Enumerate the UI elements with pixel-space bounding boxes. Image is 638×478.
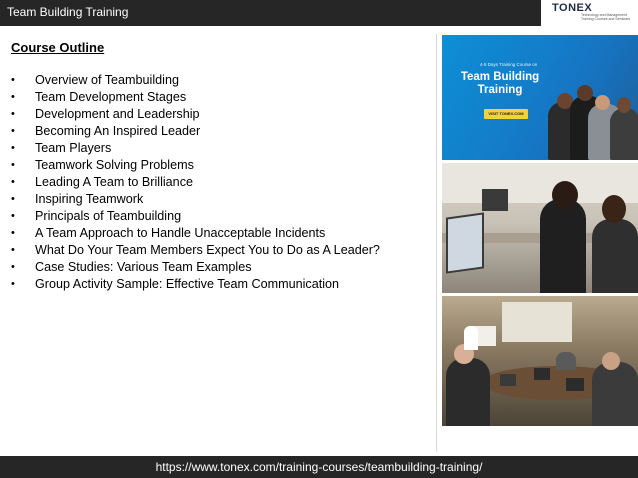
person-figure [464,326,478,350]
outline-item [11,208,431,225]
bullet-icon: • [11,108,15,120]
person-figure [592,362,638,426]
bullet-icon: • [11,278,15,290]
monitor [446,212,484,273]
person-figure [610,108,638,160]
banner-cta-button: VISIT TONEX.COM [484,109,528,119]
person-figure [592,219,638,293]
outline-item-text: Leading A Team to Brilliance [35,175,193,189]
outline-item-text: Team Development Stages [35,90,187,104]
outline-item-text: Team Players [35,141,112,155]
section-heading: Course Outline [11,40,105,55]
person-figure [540,199,586,293]
outline-item [11,191,431,208]
outline-item-text: Development and Leadership [35,107,200,121]
bullet-icon: • [11,159,15,171]
tonex-logo[interactable] [541,0,638,26]
outline-item-text: Overview of Teambuilding [35,73,179,87]
header-bar [0,0,638,26]
outline-item [11,276,431,293]
outline-item [11,106,431,123]
person-head [577,85,593,101]
bullet-icon: • [11,125,15,137]
outline-item [11,174,431,191]
header-title: Team Building Training [7,5,129,19]
course-url-link[interactable]: https://www.tonex.com/training-courses/teambuilding-training/ [155,460,483,474]
outline-item-text: Group Activity Sample: Effective Team Communication [35,277,340,291]
bullet-icon: • [11,261,15,273]
bullet-icon: • [11,193,15,205]
bullet-icon: • [11,227,15,239]
outline-item [11,157,431,174]
laptop [500,374,516,386]
outline-item-text: Inspiring Teamwork [35,192,144,206]
person-head [602,352,620,370]
window [502,302,572,342]
person-figure [446,358,490,426]
logo-wordmark: TONEX [552,2,593,14]
outline-item-text: Becoming An Inspired Leader [35,124,201,138]
outline-item [11,259,431,276]
outline-item [11,72,431,89]
person-head [602,195,626,223]
outline-item [11,140,431,157]
outline-item [11,242,431,259]
footer-bar [0,456,638,478]
course-outline-section [11,40,431,293]
monitor [482,189,508,211]
bullet-icon: • [11,210,15,222]
bullet-icon: • [11,142,15,154]
logo-tagline: Technology and Management Training Courses and Seminars [581,13,631,21]
outline-item-text: Case Studies: Various Team Examples [35,260,252,274]
outline-item [11,123,431,140]
office-photo [442,163,638,293]
outline-item-text: Principals of Teambuilding [35,209,182,223]
banner-title: Team Building Training [460,71,540,96]
outline-item [11,225,431,242]
person-head [617,97,631,113]
bullet-icon: • [11,244,15,256]
meeting-room-photo [442,296,638,426]
bullet-icon: • [11,91,15,103]
outline-item-text: A Team Approach to Handle Unacceptable Incidents [35,226,326,240]
bullet-icon: • [11,74,15,86]
person-figure [556,352,576,370]
outline-item-text: What Do Your Team Members Expect You to Do as A Leader? [35,243,380,257]
outline-list [11,72,431,293]
bullet-icon: • [11,176,15,188]
column-divider [436,34,437,452]
laptop [534,368,550,380]
person-head [595,95,610,110]
outline-item [11,89,431,106]
person-head [552,181,578,209]
banner-small-text: 4-5 Days Training Course on [480,62,538,67]
outline-item-text: Teamwork Solving Problems [35,158,194,172]
laptop [566,378,584,391]
promo-banner-image [442,35,638,160]
